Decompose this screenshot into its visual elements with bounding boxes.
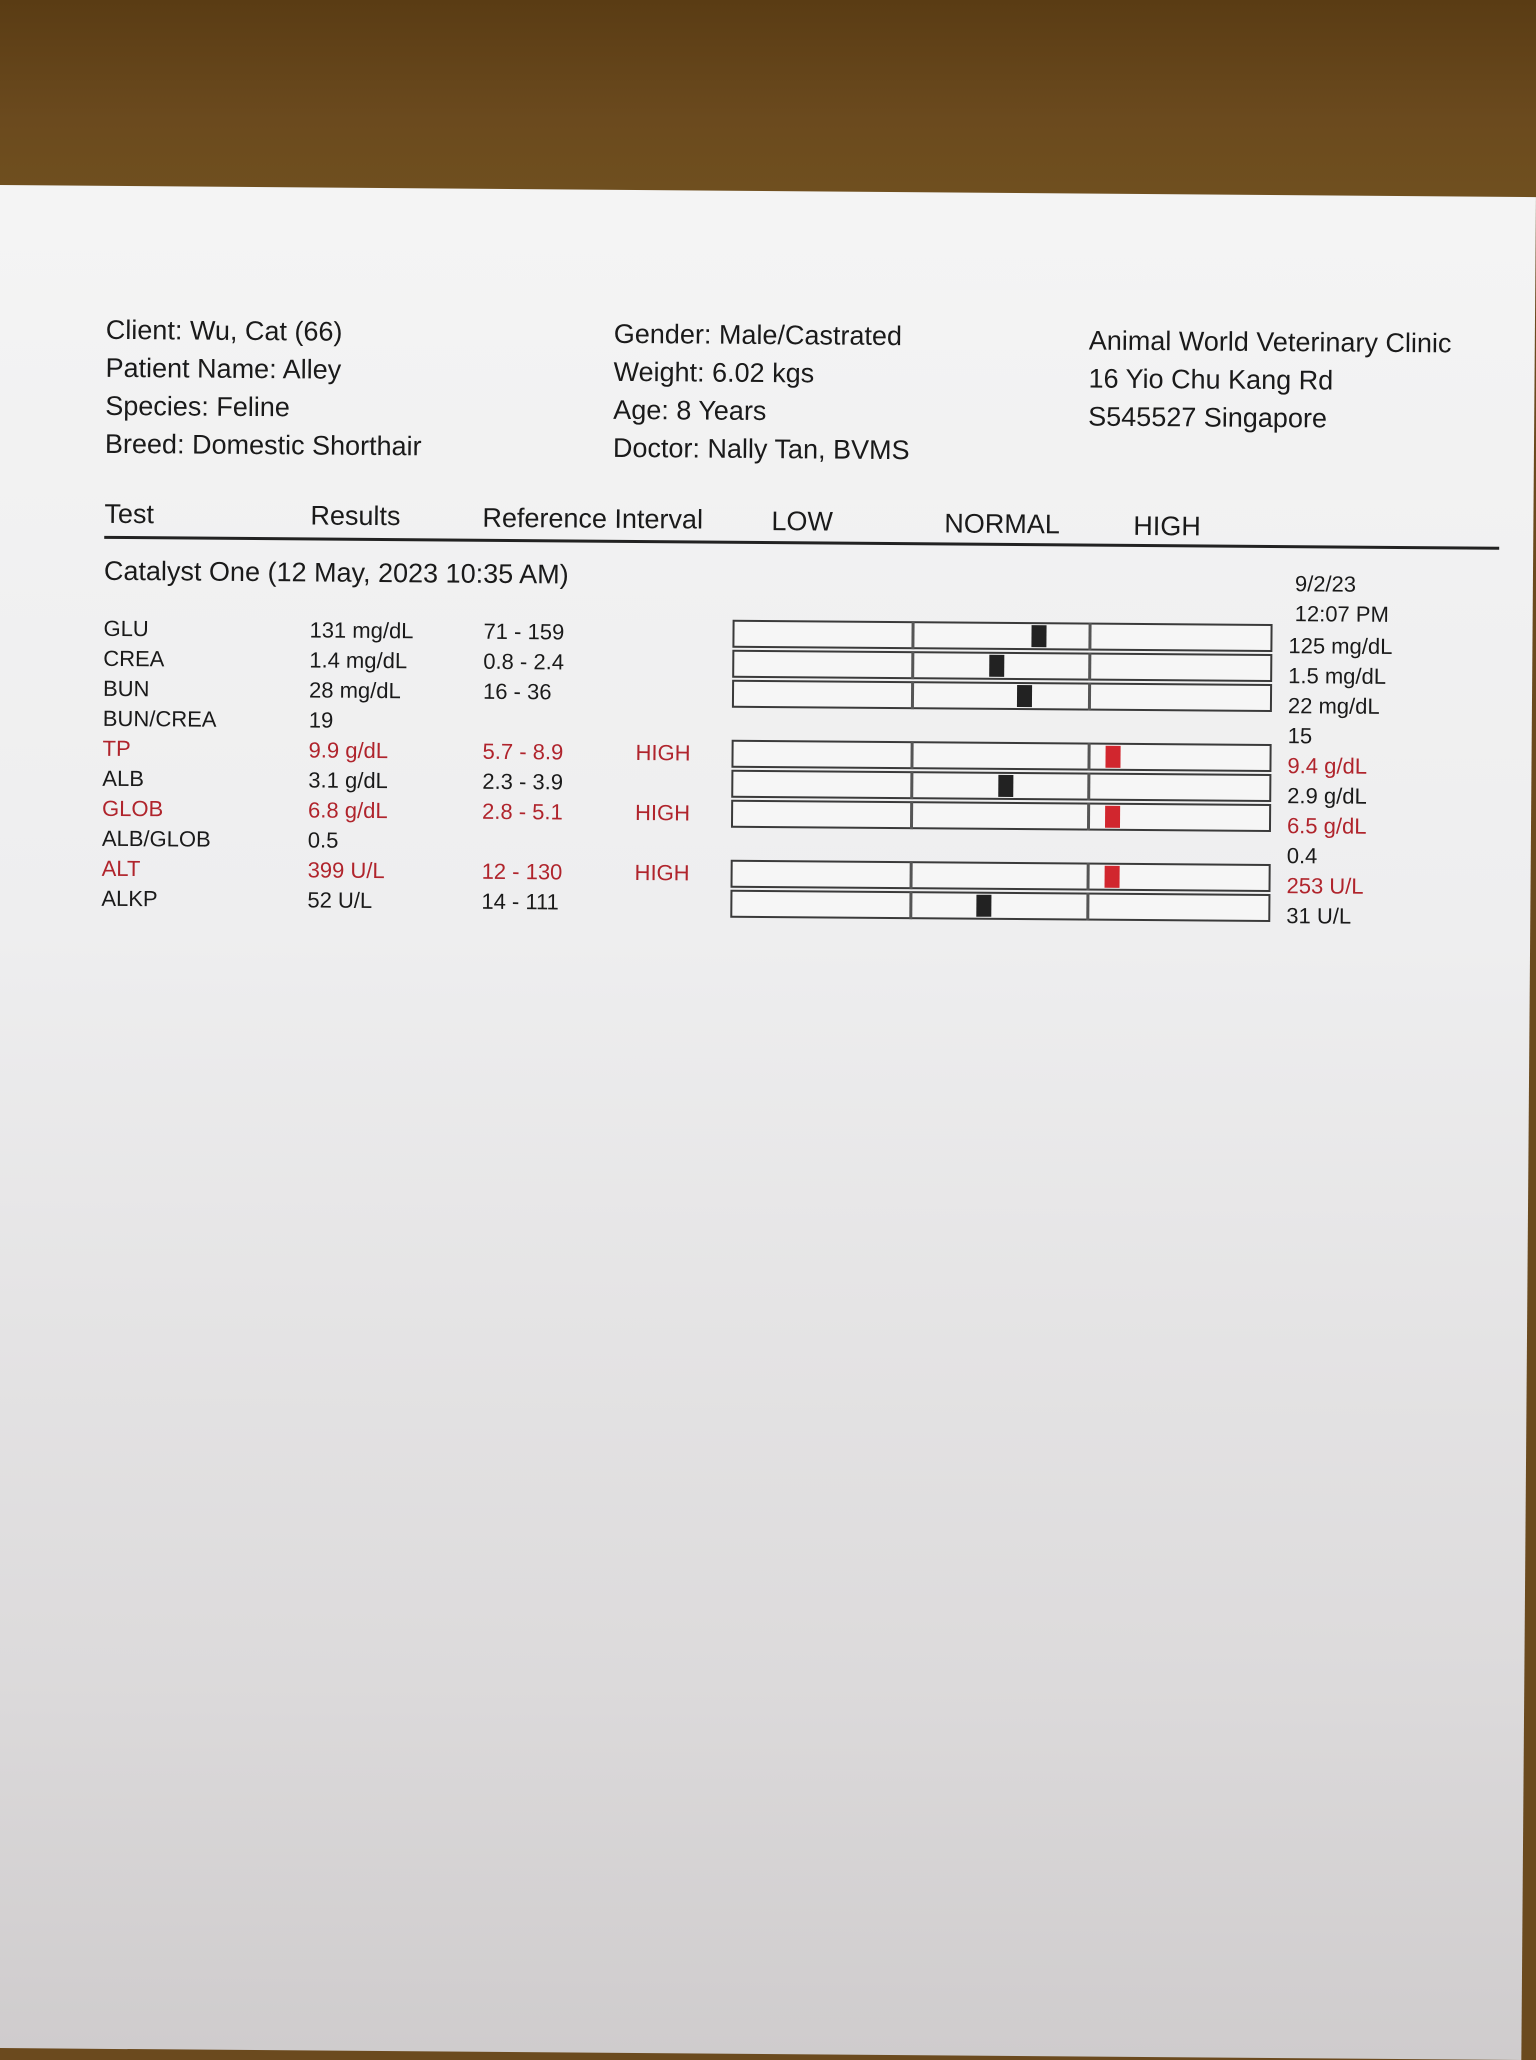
previous-result-value: 9.4 g/dL <box>1287 753 1368 779</box>
range-gauge <box>731 800 1271 832</box>
weight-line: Weight: 6.02 kgs <box>613 356 815 389</box>
result-flag: HIGH <box>634 860 690 886</box>
result-value: 1.4 mg/dL <box>309 647 408 674</box>
result-reference-interval: 71 - 159 <box>483 618 565 645</box>
patient-name-line: Patient Name: Alley <box>105 352 342 385</box>
result-reference-interval: 0.8 - 2.4 <box>483 648 565 675</box>
result-flag: HIGH <box>634 800 691 826</box>
result-reference-interval: 2.3 - 3.9 <box>482 768 564 795</box>
result-value: 19 <box>308 707 334 733</box>
result-value: 399 U/L <box>307 857 385 884</box>
result-test-name: ALT <box>101 855 141 882</box>
previous-result-value: 125 mg/dL <box>1288 633 1393 659</box>
column-reference-interval: Reference Interval <box>482 502 704 535</box>
previous-date: 9/2/23 <box>1294 571 1357 597</box>
result-test-name: GLOB <box>102 795 164 822</box>
previous-result-value: 6.5 g/dL <box>1286 813 1367 839</box>
gauge-divider <box>1086 893 1089 921</box>
lab-report-sheet <box>0 185 1536 2060</box>
species-line: Species: Feline <box>105 390 290 423</box>
result-value: 9.9 g/dL <box>308 737 389 764</box>
result-value: 131 mg/dL <box>309 617 414 644</box>
clinic-street: 16 Yio Chu Kang Rd <box>1088 363 1334 396</box>
gauge-divider <box>1088 623 1091 651</box>
range-gauge <box>731 860 1271 892</box>
gauge-divider <box>911 681 914 709</box>
gauge-divider <box>1088 653 1091 681</box>
section-title: Catalyst One (12 May, 2023 10:35 AM) <box>103 555 569 590</box>
gauge-divider <box>1087 743 1090 771</box>
breed-line: Breed: Domestic Shorthair <box>104 428 422 462</box>
gauge-divider <box>911 621 914 649</box>
range-gauge <box>731 770 1271 802</box>
gauge-marker <box>1105 746 1120 768</box>
result-reference-interval: 14 - 111 <box>481 888 559 915</box>
header-rule <box>104 536 1499 550</box>
desk-background <box>0 0 1536 200</box>
result-value: 52 U/L <box>307 887 373 913</box>
result-reference-interval: 12 - 130 <box>481 858 563 885</box>
result-test-name: ALB <box>102 765 145 792</box>
header-clinic-info <box>1088 322 1452 439</box>
result-value: 0.5 <box>307 827 339 853</box>
result-test-name: TP <box>102 735 131 762</box>
gauge-divider <box>1086 863 1089 891</box>
gauge-marker <box>1032 625 1047 647</box>
gender-line: Gender: Male/Castrated <box>613 318 903 352</box>
result-test-name: BUN <box>102 675 150 702</box>
result-reference-interval: 2.8 - 5.1 <box>481 798 563 825</box>
gauge-marker <box>1017 685 1032 707</box>
client-line: Client: Wu, Cat (66) <box>105 314 343 347</box>
result-value: 28 mg/dL <box>308 677 401 704</box>
gauge-divider <box>910 741 913 769</box>
clinic-name: Animal World Veterinary Clinic <box>1088 325 1452 359</box>
header-client-info <box>105 311 423 465</box>
range-gauge <box>731 740 1271 772</box>
result-test-name: ALKP <box>101 885 158 912</box>
gauge-divider <box>910 771 913 799</box>
gauge-divider <box>910 801 913 829</box>
result-flag: HIGH <box>635 740 691 766</box>
previous-result-value: 2.9 g/dL <box>1287 783 1367 809</box>
age-line: Age: 8 Years <box>613 394 767 427</box>
previous-result-value: 22 mg/dL <box>1287 693 1380 719</box>
result-test-name: BUN/CREA <box>102 705 217 732</box>
previous-result-value: 253 U/L <box>1286 873 1364 899</box>
column-normal: NORMAL <box>944 508 1061 540</box>
gauge-marker <box>976 895 991 917</box>
column-low: LOW <box>771 506 834 537</box>
result-test-name: GLU <box>103 615 149 642</box>
result-reference-interval: 5.7 - 8.9 <box>482 738 564 765</box>
result-value: 3.1 g/dL <box>308 767 388 794</box>
doctor-line: Doctor: Nally Tan, BVMS <box>612 432 910 466</box>
range-gauge <box>732 650 1272 682</box>
gauge-divider <box>1087 773 1090 801</box>
column-high: HIGH <box>1133 510 1201 542</box>
range-gauge <box>732 680 1272 712</box>
gauge-marker <box>999 775 1014 797</box>
previous-result-value: 1.5 mg/dL <box>1288 663 1387 689</box>
previous-result-value: 0.4 <box>1286 843 1318 869</box>
column-results: Results <box>310 500 401 532</box>
gauge-divider <box>1088 683 1091 711</box>
range-gauge <box>732 620 1272 652</box>
previous-time: 12:07 PM <box>1294 601 1389 627</box>
result-test-name: CREA <box>103 645 165 672</box>
gauge-marker <box>1105 806 1120 828</box>
gauge-divider <box>1087 803 1090 831</box>
column-test: Test <box>104 498 155 530</box>
range-gauge <box>730 890 1270 922</box>
result-test-name: ALB/GLOB <box>101 825 211 852</box>
previous-result-value: 15 <box>1287 723 1313 749</box>
header-patient-details <box>613 315 911 469</box>
gauge-marker <box>1104 866 1119 888</box>
previous-result-value: 31 U/L <box>1286 903 1352 929</box>
result-value: 6.8 g/dL <box>308 797 388 824</box>
gauge-divider <box>909 861 912 889</box>
clinic-city: S545527 Singapore <box>1088 401 1328 434</box>
gauge-divider <box>909 891 912 919</box>
gauge-marker <box>989 655 1004 677</box>
gauge-divider <box>911 651 914 679</box>
result-reference-interval: 16 - 36 <box>482 678 552 705</box>
